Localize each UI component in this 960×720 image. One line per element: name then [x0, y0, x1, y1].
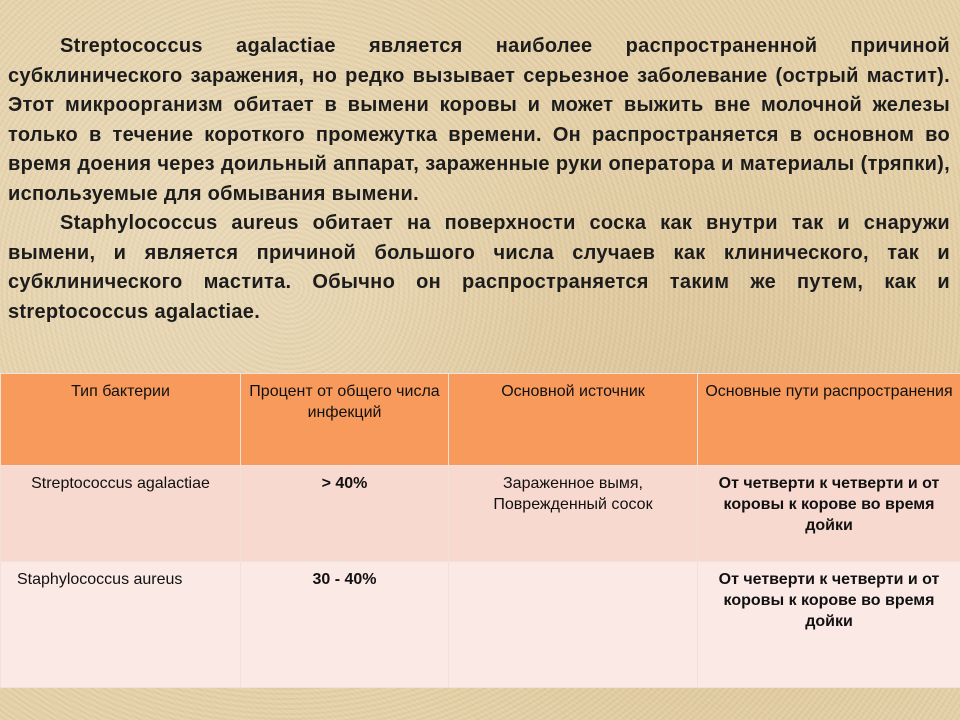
cell-spread: От четверти к четверти и от коровы к корове во время дойки: [698, 561, 960, 687]
paragraph-streptococcus: Streptococcus agalactiae является наиболее распространенной причиной субклинического заражения, но редко вызывает серьезное заболевание (острый мастит). Этот микроорганизм обитает в вымени коровы и может выжить вне молочной железы только в течение короткого промежутка времени. Он распространяется в основном во время доения через доильный аппарат, зараженные руки оператора и материалы (тряпки), используемые для обмывания вымени.: [8, 35, 950, 205]
header-bacteria-type: Тип бактерии: [1, 374, 241, 466]
cell-percent: 30 - 40%: [241, 561, 449, 687]
cell-spread: От четверти к четверти и от коровы к корове во время дойки: [698, 466, 960, 562]
table-row: [1, 561, 960, 687]
cell-percent: > 40%: [241, 466, 449, 562]
header-infection-percent: Процент от общего числа инфекций: [241, 374, 449, 466]
header-main-source: Основной источник: [449, 374, 698, 466]
cell-source: Зараженное вымя, Поврежденный сосок: [449, 466, 698, 562]
intro-text: [8, 32, 950, 327]
cell-source: [449, 561, 698, 687]
bacteria-table: [0, 373, 960, 688]
cell-bacteria-name: Staphylococcus aureus: [1, 561, 241, 687]
paragraph-staphylococcus: Staphylococcus aureus обитает на поверхности соска как внутри так и снаружи вымени, и является причиной большого числа случаев как клинического, так и субклинического мастита. Обычно он распространяется таким же путем, как и streptococcus agalactiae.: [8, 212, 950, 323]
table-header-row: [1, 374, 960, 466]
cell-bacteria-name: Streptococcus agalactiae: [1, 466, 241, 562]
header-spread-routes: Основные пути распространения: [698, 374, 960, 466]
table-row: [1, 466, 960, 562]
